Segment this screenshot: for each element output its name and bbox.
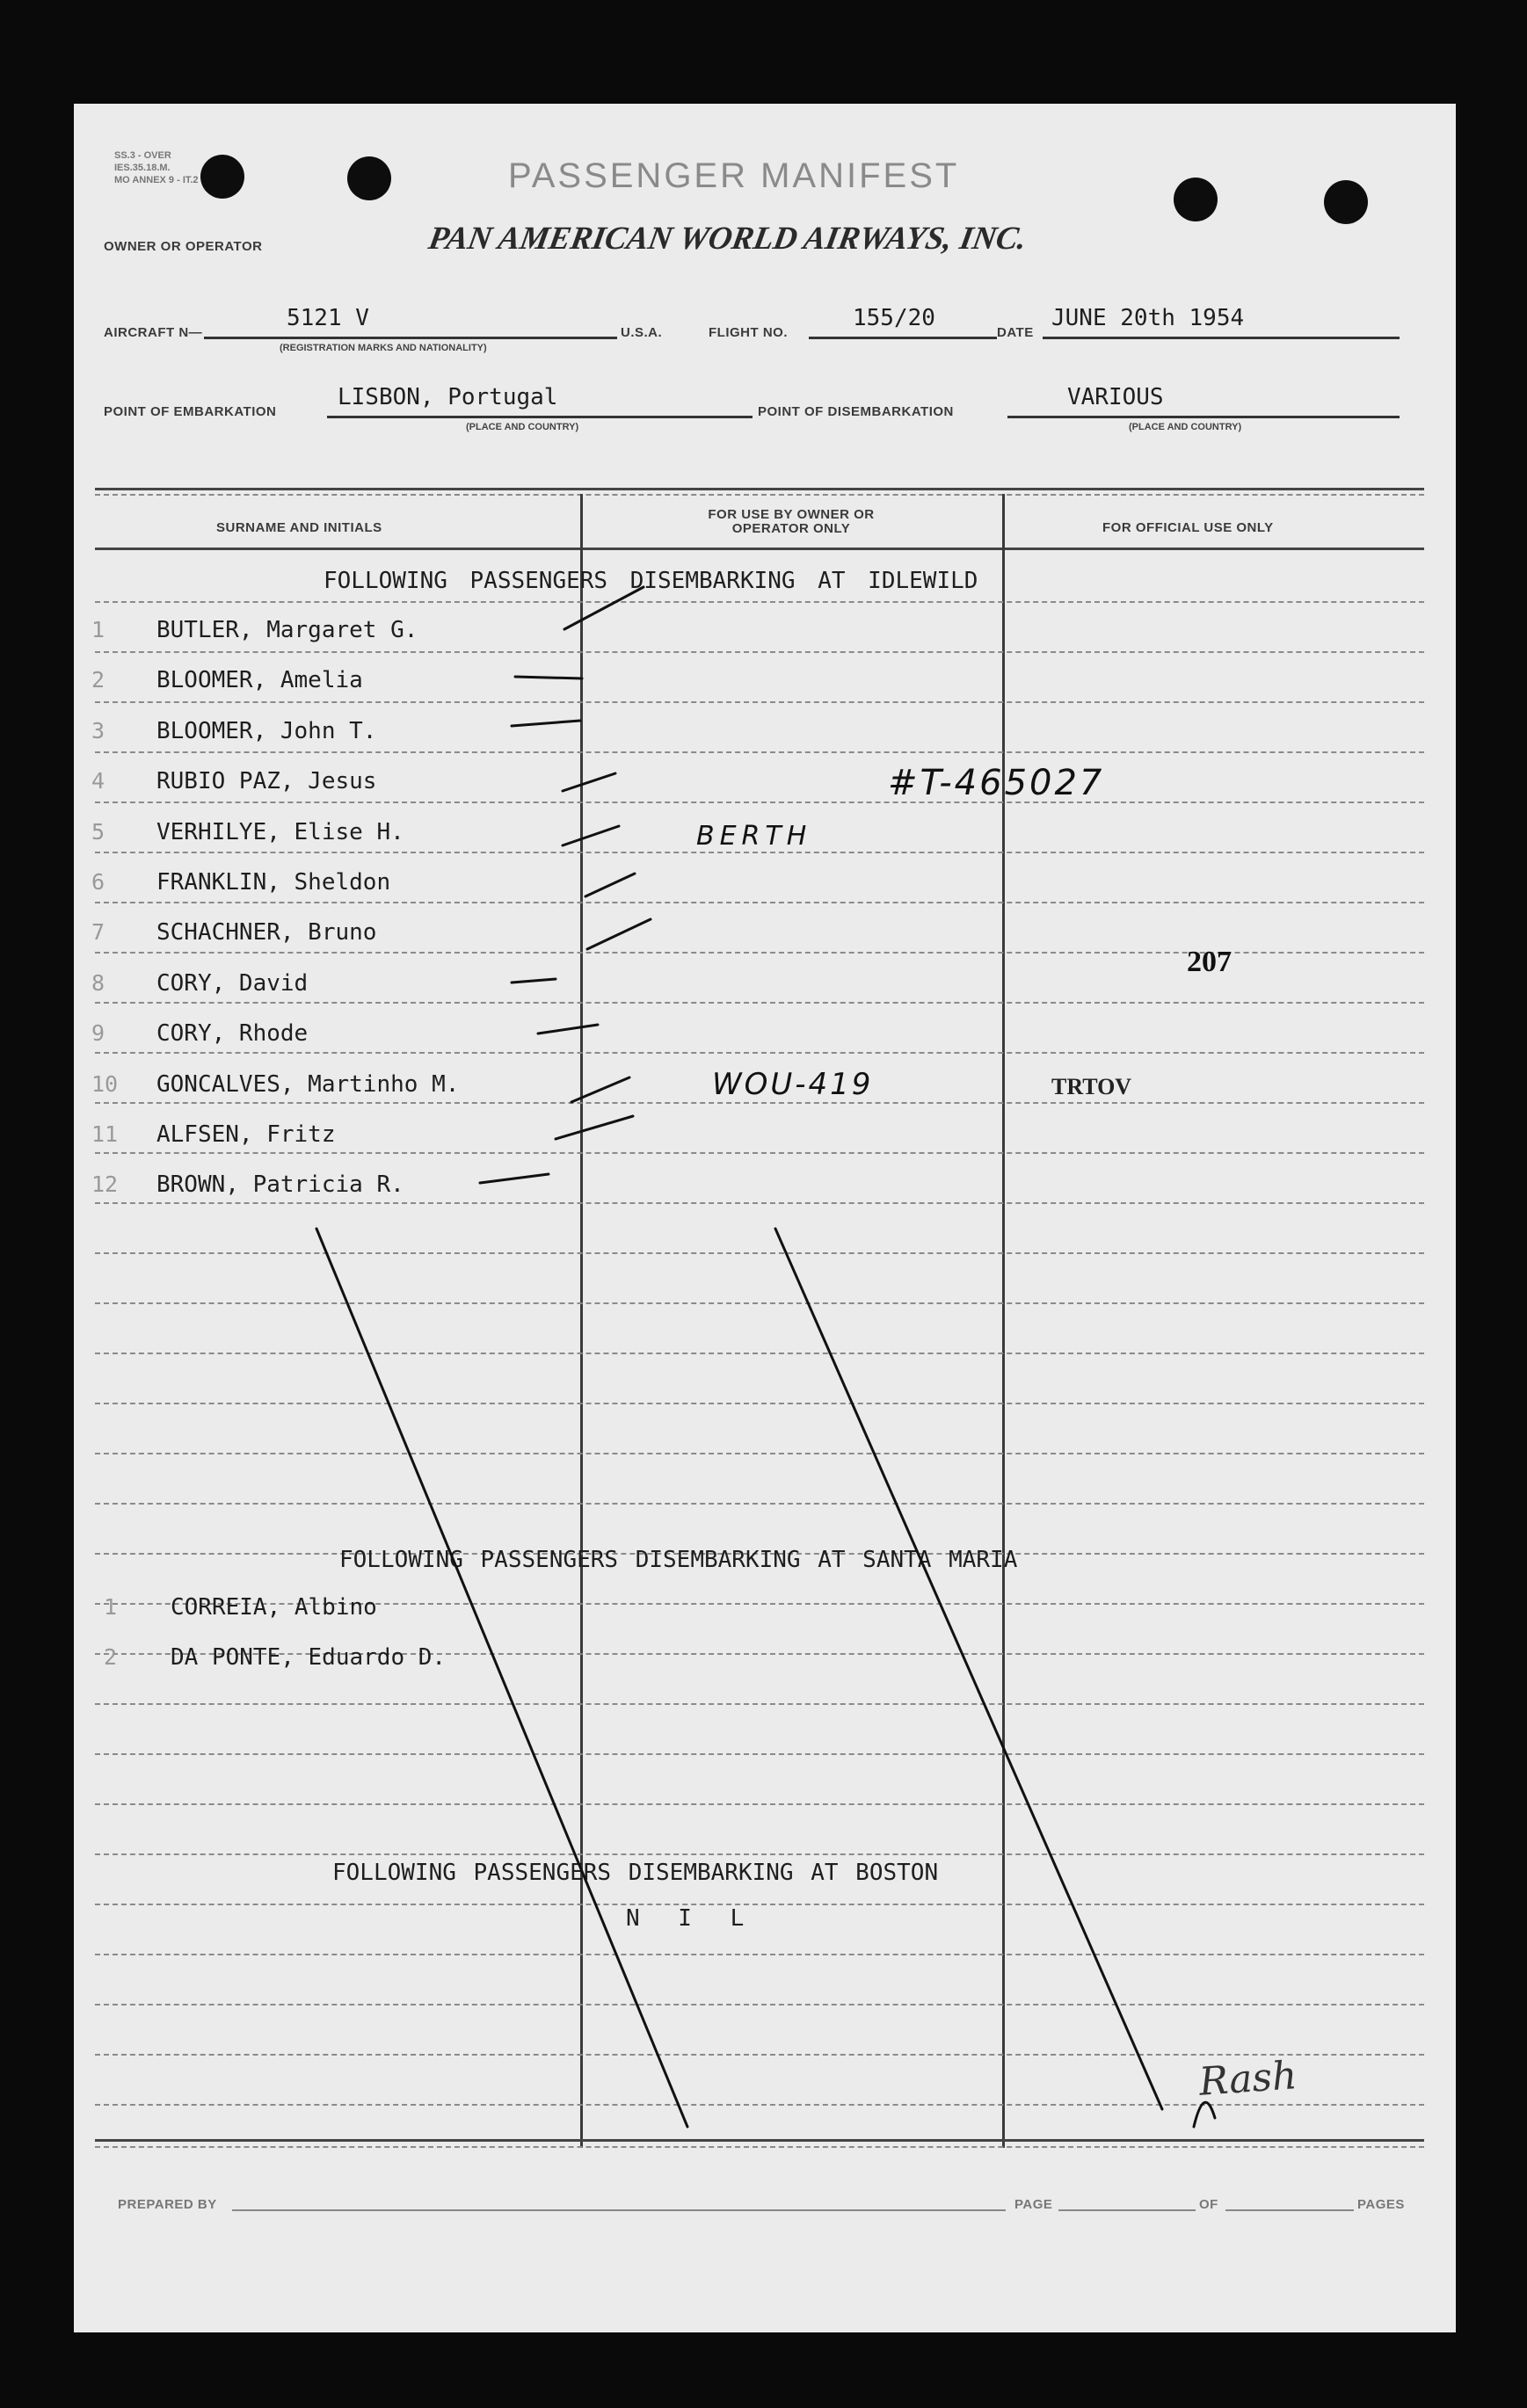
disembarkation-value: VARIOUS xyxy=(1067,384,1164,410)
owner-note-code: WOU-419 xyxy=(712,1067,874,1102)
passenger-number: 5 xyxy=(91,818,105,845)
form-stamp-line: IES.35.18.M. xyxy=(114,163,171,173)
form-stamp-line: SS.3 - OVER xyxy=(114,150,171,161)
column-header-official-use: FOR OFFICIAL USE ONLY xyxy=(1102,520,1274,535)
owner-label: OWNER OR OPERATOR xyxy=(104,239,263,254)
tick-mark xyxy=(571,1077,629,1102)
passenger-number: 10 xyxy=(91,1070,119,1097)
flight-label: FLIGHT NO. xyxy=(709,325,788,340)
page-label: PAGE xyxy=(1014,2197,1053,2212)
embarkation-sublabel: (PLACE AND COUNTRY) xyxy=(466,422,579,432)
passenger-number: 2 xyxy=(91,667,105,693)
flight-value: 155/20 xyxy=(853,305,935,331)
passenger-name: BLOOMER, John T. xyxy=(156,717,377,744)
form-stamp-line: MO ANNEX 9 - IT.2 xyxy=(114,175,199,185)
section-heading-santa-maria: FOLLOWING PASSENGERS DISEMBARKING AT SANTA MARIA xyxy=(339,1547,1018,1573)
owner-value: PAN AMERICAN WORLD AIRWAYS, INC. xyxy=(425,221,1029,257)
passenger-name: FRANKLIN, Sheldon xyxy=(156,869,391,896)
passenger-name: CORREIA, Albino xyxy=(171,1594,377,1621)
tick-mark xyxy=(512,721,580,726)
strike-line xyxy=(775,1229,1162,2109)
pages-label: PAGES xyxy=(1357,2197,1405,2212)
of-label: OF xyxy=(1199,2197,1218,2212)
owner-note-ticket: #T-465027 xyxy=(888,763,1105,803)
section-heading-idlewild: FOLLOWING PASSENGERS DISEMBARKING AT IDLEWILD xyxy=(324,568,978,594)
disembarkation-sublabel: (PLACE AND COUNTRY) xyxy=(1129,422,1242,432)
passenger-name: VERHILYE, Elise H. xyxy=(156,818,404,845)
page-title: PASSENGER MANIFEST xyxy=(508,156,960,195)
passenger-number: 1 xyxy=(91,617,105,642)
official-number: 207 xyxy=(1187,946,1232,978)
passenger-name: CORY, David xyxy=(156,969,309,997)
section-heading-boston: FOLLOWING PASSENGERS DISEMBARKING AT BOSTON xyxy=(332,1860,939,1886)
passenger-number: 3 xyxy=(91,717,105,743)
nationality-label: U.S.A. xyxy=(621,325,663,340)
passenger-name: BUTLER, Margaret G. xyxy=(156,617,418,643)
tick-mark xyxy=(480,1174,549,1183)
tick-mark xyxy=(512,979,556,983)
tick-mark xyxy=(587,919,651,949)
strike-line xyxy=(316,1229,687,2127)
passenger-number: 7 xyxy=(91,919,105,946)
passenger-name: ALFSEN, Fritz xyxy=(156,1121,336,1148)
passenger-name: BROWN, Patricia R. xyxy=(156,1171,404,1199)
tick-mark xyxy=(563,773,615,791)
date-value: JUNE 20th 1954 xyxy=(1051,305,1245,331)
passenger-name: DA PONTE, Eduardo D. xyxy=(171,1644,447,1671)
passenger-number: 9 xyxy=(91,1020,105,1047)
official-mark: TRTOV xyxy=(1051,1074,1132,1099)
passenger-name: GONCALVES, Martinho M. xyxy=(156,1070,460,1098)
embarkation-value: LISBON, Portugal xyxy=(338,384,558,410)
disembarkation-label: POINT OF DISEMBARKATION xyxy=(758,404,954,419)
date-label: DATE xyxy=(997,325,1034,340)
passenger-number: 8 xyxy=(91,969,105,996)
tick-mark xyxy=(538,1025,598,1034)
passenger-number: 11 xyxy=(91,1121,119,1147)
aircraft-sublabel: (REGISTRATION MARKS AND NATIONALITY) xyxy=(280,343,487,353)
signature: Rash xyxy=(1197,2053,1298,2105)
tick-mark xyxy=(585,874,635,896)
prepared-by-label: PREPARED BY xyxy=(118,2197,217,2212)
passenger-number: 2 xyxy=(104,1644,118,1670)
tick-mark xyxy=(564,587,644,629)
aircraft-label: AIRCRAFT N— xyxy=(104,325,203,340)
owner-note-berth: BERTH xyxy=(696,821,812,852)
embarkation-label: POINT OF EMBARKATION xyxy=(104,404,277,419)
tick-mark xyxy=(515,677,582,678)
tick-mark xyxy=(563,826,619,845)
nil-entry: N I L xyxy=(626,1905,757,1932)
passenger-name: RUBIO PAZ, Jesus xyxy=(156,768,377,795)
column-header-owner-use: FOR USE BY OWNER OR OPERATOR ONLY xyxy=(708,507,875,536)
column-header-surname: SURNAME AND INITIALS xyxy=(216,520,382,535)
passenger-name: SCHACHNER, Bruno xyxy=(156,919,377,947)
aircraft-value: 5121 V xyxy=(287,305,369,331)
passenger-number: 4 xyxy=(91,768,105,794)
signature-stroke xyxy=(1194,2102,1215,2127)
passenger-number: 12 xyxy=(91,1171,119,1198)
passenger-name: CORY, Rhode xyxy=(156,1020,309,1048)
passenger-number: 1 xyxy=(104,1594,118,1620)
passenger-name: BLOOMER, Amelia xyxy=(156,667,363,694)
passenger-number: 6 xyxy=(91,869,105,895)
tick-mark xyxy=(556,1116,633,1139)
